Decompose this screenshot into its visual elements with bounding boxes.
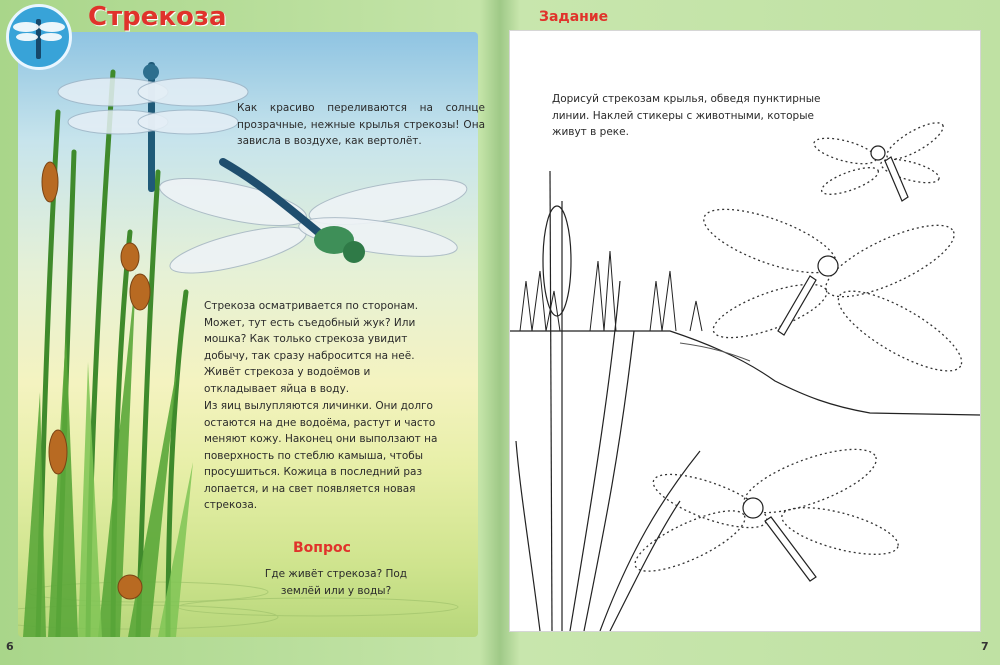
hunting-paragraph: Стрекоза осматривается по сторонам. Может, тут есть съедобный жук? Или мошка? Как только стрекоза увидит добычу, так сразу набросится на неё. Живёт стрекоза у водоёмов и откладывает яйца в воду. — [204, 300, 419, 395]
intro-paragraph: Как красиво переливаются на солнце прозрачные, нежные крылья стрекозы! Она зависла в воздухе, как вертолёт. — [237, 102, 485, 147]
left-page — [0, 0, 497, 665]
dragonfly-badge-icon — [6, 4, 72, 70]
dragonfly-icon — [9, 7, 69, 67]
page-number-right: 7 — [981, 640, 989, 653]
task-instructions: Дорисуй стрекозам крылья, обведя пунктирные линии. Наклей стикеры с животными, которые живут в реке. — [552, 93, 821, 138]
page-title: Стрекоза — [88, 2, 227, 32]
activity-sheet — [509, 30, 981, 632]
task-heading: Задание — [539, 9, 609, 25]
question-text: Где живёт стрекоза? Под землёй или у воды? — [264, 568, 408, 597]
larvae-paragraph: Из яиц вылупляются личинки. Они долго остаются на дне водоёма, растут и часто меняют кожу. Наконец они выползают на поверхность по стеблю камыша, чтобы просушиться. Кожица в последний раз лопается, и на свет появляется новая стрекоза. — [204, 400, 438, 511]
page-number-left: 6 — [6, 640, 14, 653]
coloring-drawing — [510, 31, 980, 631]
question-heading: Вопрос — [293, 540, 351, 556]
right-page — [503, 0, 1000, 665]
